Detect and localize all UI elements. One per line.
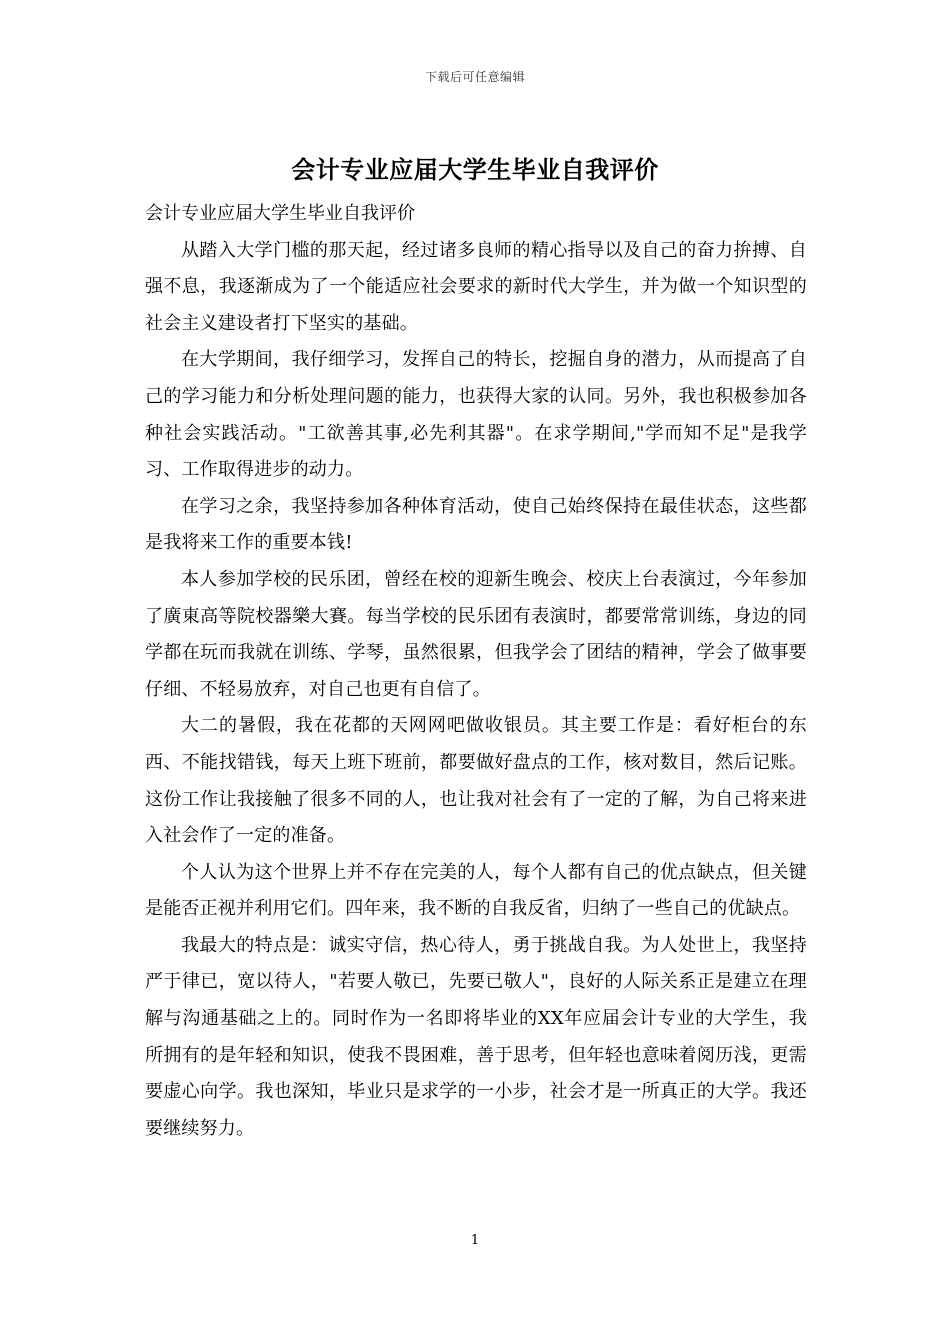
document-subtitle: 会计专业应届大学生毕业自我评价 — [145, 203, 415, 224]
paragraph: 在大学期间，我仔细学习，发挥自己的特长，挖掘自身的潜力，从而提高了自己的学习能力和分析处理问题的能力，也获得大家的认同。另外，我也积极参加各种社会实践活动。"工欲善其事,必先利其器"。在求学期间,"学而知不足"是我学习、工作取得进步的动力。 — [145, 349, 807, 481]
header-note: 下载后可任意编辑 — [424, 70, 525, 84]
paragraph: 本人参加学校的民乐团，曾经在校的迎新生晚会、校庆上台表演过，今年参加了廣東高等院校器樂大賽。每当学校的民乐团有表演时，都要常常训练，身边的同学都在玩而我就在训练、学琴，虽然很累，但我学会了团结的精神，学会了做事要仔细、不轻易放弃，对自己也更有自信了。 — [145, 568, 807, 700]
paragraph: 从踏入大学门槛的那天起，经过诸多良师的精心指导以及自己的奋力拚搏、自强不息，我逐渐成为了一个能适应社会要求的新时代大学生，并为做一个知识型的社会主义建设者打下坚实的基础。 — [145, 239, 807, 334]
paragraph: 大二的暑假，我在花都的天网网吧做收银员。其主要工作是：看好柜台的东西、不能找错钱，每天上班下班前，都要做好盘点的工作，核对数目，然后记账。这份工作让我接触了很多不同的人，也让我对社会有了一定的了解，为自己将来进入社会作了一定的准备。 — [145, 715, 807, 847]
paragraph: 在学习之余，我坚持参加各种体育活动，使自己始终保持在最佳状态，这些都是我将来工作的重要本钱! — [145, 495, 807, 554]
paragraph: 我最大的特点是：诚实守信，热心待人，勇于挑战自我。为人处世上，我坚持严于律已，宽以待人，"若要人敬已，先要已敬人"，良好的人际关系正是建立在理解与沟通基础之上的。同时作为一名即将毕业的XX年应届会计专业的大学生，我所拥有的是年轻和知识，使我不畏困难，善于思考，但年轻也意味着阅历浅，更需要虚心向学。我也深知，毕业只是求学的一小步，社会才是一所真正的大学。我还要继续努力。 — [145, 934, 807, 1139]
paragraph: 个人认为这个世界上并不存在完美的人，每个人都有自己的优点缺点，但关键是能否正视并利用它们。四年来，我不断的自我反省，归纳了一些自己的优缺点。 — [145, 861, 807, 920]
document-title: 会计专业应届大学生毕业自我评价 — [291, 155, 659, 184]
document-body — [145, 196, 807, 1147]
page-number: 1 — [470, 1233, 480, 1248]
